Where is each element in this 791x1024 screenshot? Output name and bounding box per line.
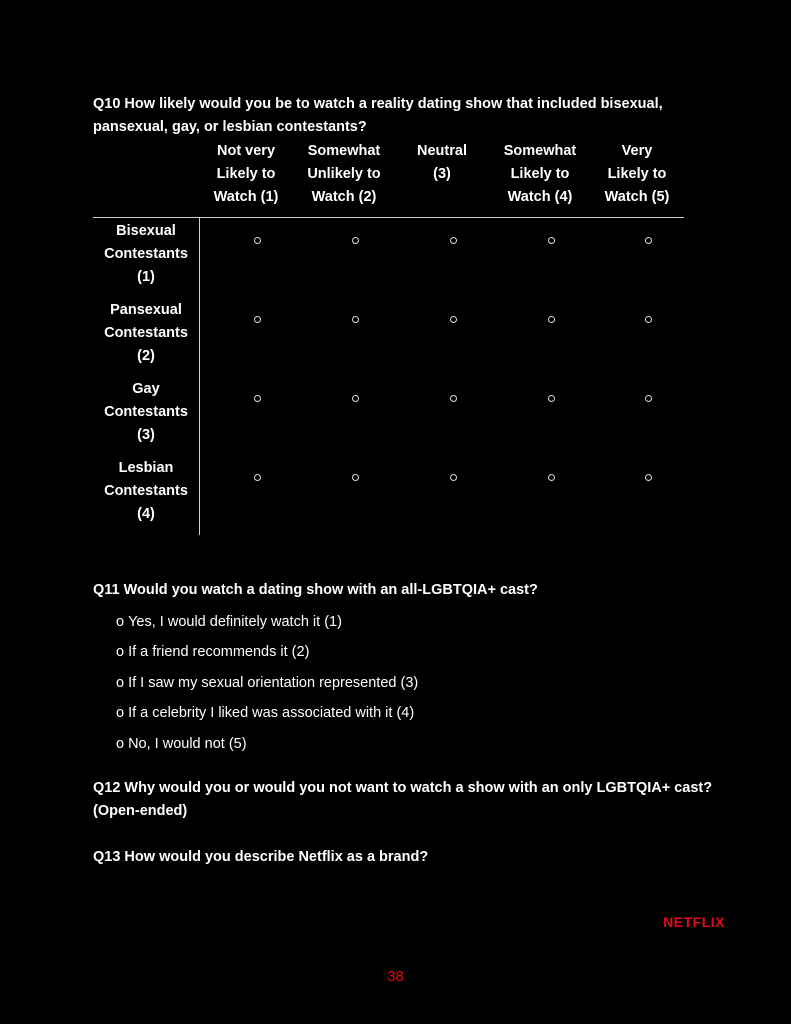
radio-mark: o	[116, 736, 125, 752]
q12-title: Q12 Why would you or would you not want to watch a show with an only LGBTQIA+ cast? (Open-ended)	[93, 780, 713, 819]
column-header: Somewhat Unlikely to Watch (2)	[307, 143, 381, 205]
radio-button[interactable]	[352, 395, 359, 402]
row-label-divider	[199, 217, 200, 535]
q13-title: Q13 How would you describe Netflix as a brand?	[93, 849, 429, 865]
header-divider	[93, 217, 684, 218]
option-label: If a celebrity I liked was associated with it (4)	[128, 705, 415, 721]
radio-mark: o	[116, 644, 125, 660]
radio-button[interactable]	[548, 474, 555, 481]
column-header: Somewhat Likely to Watch (4)	[503, 143, 577, 205]
option-label: If a friend recommends it (2)	[128, 644, 310, 660]
option-label: If I saw my sexual orientation represented (3)	[128, 675, 419, 691]
radio-button[interactable]	[352, 316, 359, 323]
radio-button[interactable]	[254, 395, 261, 402]
likelihood-matrix	[93, 140, 684, 536]
radio-mark: o	[116, 705, 125, 721]
netflix-logo: NETFLIX	[663, 914, 725, 930]
q10-title: Q10 How likely would you be to watch a reality dating show that included bisexual, pansexual, gay, or lesbian contestants?	[93, 96, 663, 135]
radio-button[interactable]	[645, 395, 652, 402]
radio-button[interactable]	[645, 474, 652, 481]
radio-button[interactable]	[450, 474, 457, 481]
column-header: Not very Likely to Watch (1)	[213, 143, 279, 205]
radio-button[interactable]	[254, 316, 261, 323]
radio-button[interactable]	[254, 237, 261, 244]
radio-button[interactable]	[254, 474, 261, 481]
radio-button[interactable]	[352, 237, 359, 244]
q11-option[interactable]	[116, 673, 418, 693]
radio-button[interactable]	[548, 316, 555, 323]
q11-option[interactable]	[116, 612, 342, 632]
radio-button[interactable]	[450, 316, 457, 323]
radio-button[interactable]	[645, 316, 652, 323]
radio-button[interactable]	[645, 237, 652, 244]
radio-mark: o	[116, 614, 125, 630]
page-number: 38	[387, 968, 404, 985]
column-header: Neutral (3)	[417, 143, 467, 182]
radio-button[interactable]	[548, 237, 555, 244]
column-header: Very Likely to Watch (5)	[604, 143, 670, 205]
option-label: No, I would not (5)	[128, 736, 247, 752]
row-label: Bisexual Contestants (1)	[104, 223, 188, 285]
q11-option[interactable]	[116, 642, 309, 662]
radio-mark: o	[116, 675, 125, 691]
q11-option[interactable]	[116, 734, 247, 754]
row-label: Lesbian Contestants (4)	[104, 460, 188, 522]
radio-button[interactable]	[548, 395, 555, 402]
radio-button[interactable]	[450, 395, 457, 402]
q11-title: Q11 Would you watch a dating show with an all-LGBTQIA+ cast?	[93, 582, 538, 598]
row-label: Pansexual Contestants (2)	[104, 302, 188, 364]
row-label: Gay Contestants (3)	[104, 381, 188, 443]
radio-button[interactable]	[450, 237, 457, 244]
option-label: Yes, I would definitely watch it (1)	[128, 614, 342, 630]
q11-option[interactable]	[116, 703, 414, 723]
radio-button[interactable]	[352, 474, 359, 481]
